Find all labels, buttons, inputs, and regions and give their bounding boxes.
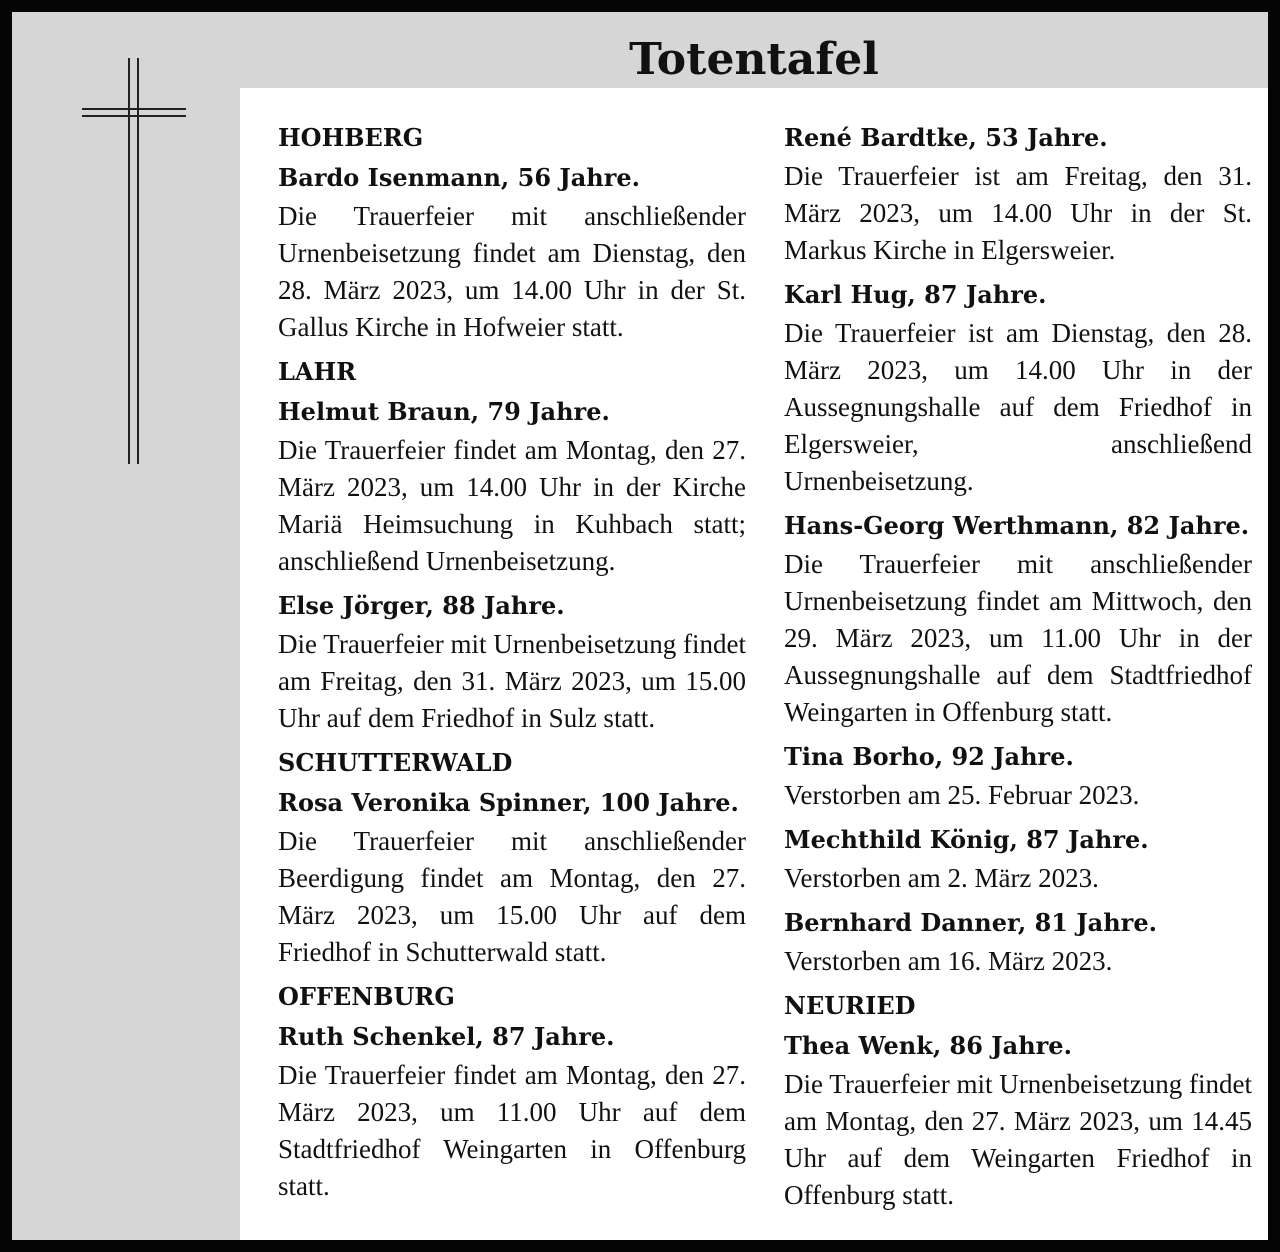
deceased-name: Else Jörger, 88 Jahre. bbox=[278, 591, 565, 620]
place-heading: HOHBERG bbox=[278, 123, 424, 152]
deceased-name: Bernhard Danner, 81 Jahre. bbox=[784, 908, 1157, 937]
right-column bbox=[784, 118, 1252, 1220]
deceased-name: Tina Borho, 92 Jahre. bbox=[784, 742, 1074, 771]
place-heading: OFFENBURG bbox=[278, 982, 455, 1011]
death-date: Verstorben am 2. März 2023. bbox=[784, 863, 1099, 893]
cross-vertical-bar bbox=[128, 58, 139, 464]
place-heading: LAHR bbox=[278, 357, 357, 386]
deceased-name: Hans-Georg Werthmann, 82 Jahre. bbox=[784, 511, 1250, 540]
cross-icon bbox=[72, 48, 202, 478]
deceased-name: Helmut Braun, 79 Jahre. bbox=[278, 397, 610, 426]
deceased-name: René Bardtke, 53 Jahre. bbox=[784, 123, 1108, 152]
funeral-details: Die Trauerfeier findet am Montag, den 27. März 2023, um 14.00 Uhr in der Kirche Mariä Heimsuchung in Kuhbach statt; anschließend Urnenbeisetzung. bbox=[278, 435, 746, 576]
deceased-name: Mechthild König, 87 Jahre. bbox=[784, 825, 1149, 854]
page-title: Totentafel bbox=[629, 34, 879, 85]
death-date: Verstorben am 16. März 2023. bbox=[784, 946, 1113, 976]
deceased-name: Thea Wenk, 86 Jahre. bbox=[784, 1031, 1072, 1060]
cross-horizontal-bar bbox=[82, 108, 186, 117]
place-heading: SCHUTTERWALD bbox=[278, 748, 513, 777]
place-heading: NEURIED bbox=[784, 991, 916, 1020]
content-panel bbox=[240, 88, 1268, 1240]
funeral-details: Die Trauerfeier ist am Dienstag, den 28. März 2023, um 14.00 Uhr in der Aussegnungshalle auf dem Friedhof in Elgersweier, anschließend Urnenbeisetzung. bbox=[784, 318, 1252, 496]
left-column bbox=[278, 118, 746, 1211]
funeral-details: Die Trauerfeier mit anschließender Urnenbeisetzung findet am Dienstag, den 28. März 2023, um 14.00 Uhr in der St. Gallus Kirche in Hofweier statt. bbox=[278, 201, 746, 342]
funeral-details: Die Trauerfeier mit anschließender Urnenbeisetzung findet am Mittwoch, den 29. März 2023, um 11.00 Uhr in der Aussegnungshalle auf dem Stadtfriedhof Weingarten in Offenburg statt. bbox=[784, 549, 1252, 727]
deceased-name: Ruth Schenkel, 87 Jahre. bbox=[278, 1022, 615, 1051]
death-date: Verstorben am 25. Februar 2023. bbox=[784, 780, 1140, 810]
deceased-name: Bardo Isenmann, 56 Jahre. bbox=[278, 163, 641, 192]
funeral-details: Die Trauerfeier mit Urnenbeisetzung findet am Freitag, den 31. März 2023, um 15.00 Uhr auf dem Friedhof in Sulz statt. bbox=[278, 629, 746, 733]
funeral-details: Die Trauerfeier mit anschließender Beerdigung findet am Montag, den 27. März 2023, um 15.00 Uhr auf dem Friedhof in Schutterwald statt. bbox=[278, 826, 746, 967]
deceased-name: Rosa Veronika Spinner, 100 Jahre. bbox=[278, 788, 739, 817]
funeral-details: Die Trauerfeier findet am Montag, den 27. März 2023, um 11.00 Uhr auf dem Stadtfriedhof Weingarten in Offenburg statt. bbox=[278, 1060, 746, 1201]
funeral-details: Die Trauerfeier mit Urnenbeisetzung findet am Montag, den 27. März 2023, um 14.45 Uhr auf dem Weingarten Friedhof in Offenburg statt. bbox=[784, 1069, 1252, 1210]
funeral-details: Die Trauerfeier ist am Freitag, den 31. März 2023, um 14.00 Uhr in der St. Markus Kirche in Elgersweier. bbox=[784, 161, 1252, 265]
deceased-name: Karl Hug, 87 Jahre. bbox=[784, 280, 1047, 309]
